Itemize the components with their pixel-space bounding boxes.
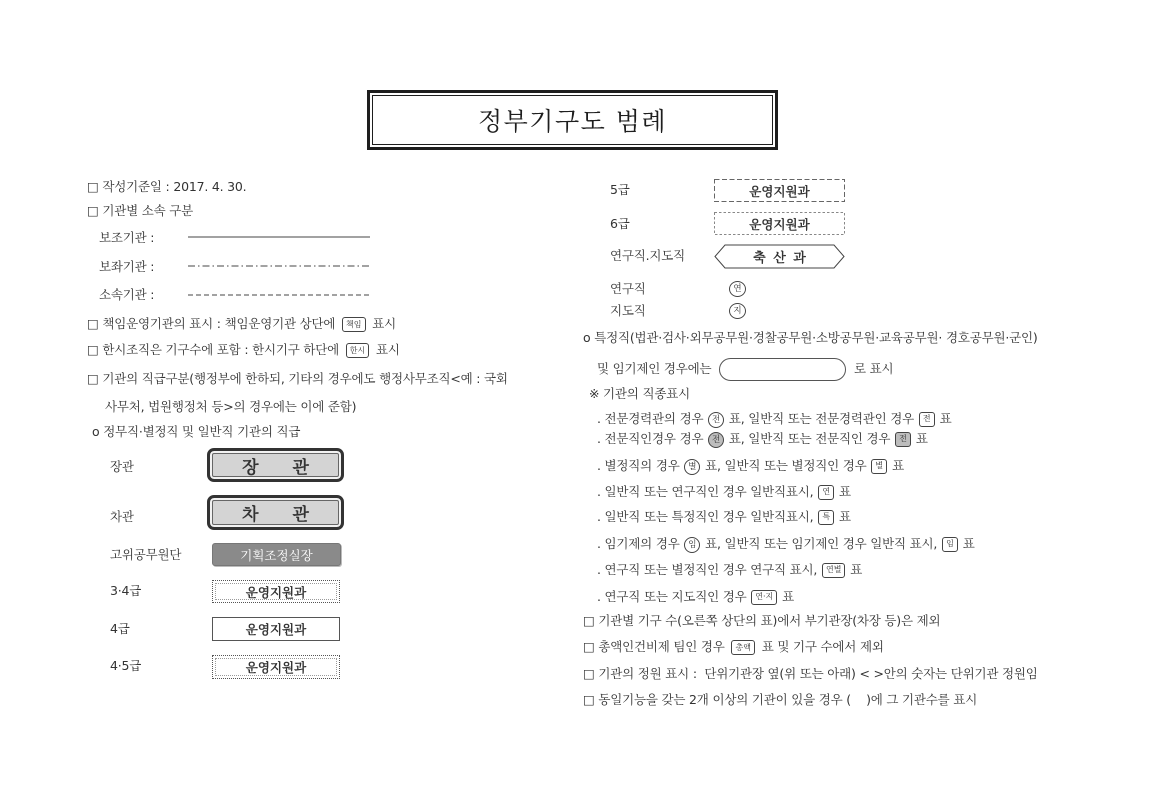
- title-box: [367, 90, 778, 150]
- responsible-note-text: □ 책임운영기관의 표시 : 책임운영기관 상단에: [87, 316, 336, 331]
- job-type-row: [597, 483, 851, 501]
- special-service-note: [597, 358, 893, 381]
- job-type-end-text: 표: [838, 484, 851, 499]
- job-type-row: [597, 457, 904, 475]
- circle-mark: 전: [708, 412, 724, 428]
- job-type-end-text: 표: [892, 458, 904, 473]
- job-type-mid-text: 표, 일반직 또는 임기제인 경우 일반직 표시,: [705, 536, 938, 551]
- grade-heading-line: 사무처, 법원행정처 등>의 경우에는 이에 준함): [105, 399, 357, 414]
- research-circle-mark: 연: [729, 281, 746, 297]
- square-mark: 특: [818, 510, 834, 525]
- minister-box: [207, 448, 344, 482]
- job-type-text: . 일반직 또는 특정직인 경우 일반직표시,: [597, 509, 814, 524]
- special-note-text: 및 임기제인 경우에는: [597, 361, 712, 376]
- job-type-text: . 연구직 또는 별정직인 경우 연구직 표시,: [597, 562, 818, 577]
- note-end-text: 표 및 기구 수에서 제외: [761, 639, 884, 654]
- temporary-note-end: 표시: [376, 342, 400, 357]
- square-mark: 연·지: [751, 590, 777, 605]
- affiliation-label-staff: 보좌기관 :: [99, 259, 155, 274]
- senior-civil-service-box: [212, 543, 341, 566]
- guidance-circle-mark: 지: [729, 303, 746, 319]
- grade-4-box: [212, 617, 340, 641]
- dash-dot-line-sample: [188, 261, 370, 271]
- job-type-end-text: 표: [838, 509, 851, 524]
- job-type-text: . 별정직의 경우: [597, 458, 680, 473]
- grade-label-3-4: 3·4급: [110, 583, 142, 598]
- grade-label-research: 연구직: [610, 281, 646, 296]
- grade-3-4-box: [212, 580, 340, 603]
- note-text: □ 총액인건비제 팀인 경우: [583, 639, 725, 654]
- job-type-mid-text: 표, 일반직 또는 전문직인 경우: [728, 431, 891, 446]
- grade-label-6: 6급: [610, 216, 630, 231]
- vice-minister-box: [207, 495, 344, 530]
- job-type-row: [597, 535, 975, 553]
- responsible-note-end: 표시: [372, 316, 397, 331]
- responsible-badge: 책임: [342, 317, 365, 332]
- creation-date: □ 작성기준일 : 2017. 4. 30.: [87, 179, 247, 194]
- job-type-text: . 일반직 또는 연구직인 경우 일반직표시,: [597, 484, 814, 499]
- job-type-end-text: 표: [962, 536, 975, 551]
- grade-label-minister: 장관: [110, 459, 134, 474]
- job-type-row: [597, 430, 928, 448]
- grade-label-research-guidance: 연구직.지도직: [610, 248, 686, 263]
- job-type-row: [597, 588, 794, 606]
- job-type-text: . 연구직 또는 지도직인 경우: [597, 589, 747, 604]
- job-type-end-text: 표: [939, 411, 952, 426]
- job-type-row: [597, 561, 862, 579]
- job-type-row: [597, 410, 951, 428]
- grade-label-senior-civil-service: 고위공무원단: [110, 547, 182, 562]
- square-mark: 연: [818, 485, 834, 500]
- vice-minister-box-text: 차 관: [242, 505, 309, 525]
- job-type-end-text: 표: [850, 562, 863, 577]
- square-mark: 임: [942, 537, 958, 552]
- affiliation-label-auxiliary: 보조기관 :: [99, 230, 155, 245]
- job-type-end-text: 표: [782, 589, 794, 604]
- affiliation-heading: □ 기관별 소속 구분: [87, 203, 194, 218]
- temporary-org-note: [87, 341, 400, 359]
- total-cost-badge: 총액: [731, 640, 754, 655]
- senior-box-text: 기획조정실장: [240, 547, 313, 563]
- grade-4-5-box: [212, 655, 340, 679]
- page-title: 정부기구도 범례: [478, 107, 667, 136]
- square-mark: 전: [919, 412, 935, 427]
- dashed-line-sample: [188, 290, 370, 300]
- grade-subheading: o 정무직·별정직 및 일반직 기관의 직급: [92, 424, 301, 439]
- grade-6-box-text: 운영지원과: [749, 216, 810, 232]
- grade-label-vice-minister: 차관: [110, 509, 134, 524]
- grade-3-4-box-text: 운영지원과: [245, 584, 307, 600]
- shaded-square-mark: 전: [895, 432, 911, 447]
- grade-6-box: [714, 212, 845, 235]
- solid-line-sample: [188, 232, 370, 242]
- hex-box-text: 축 산 과: [753, 251, 806, 266]
- job-type-text: . 전문경력관의 경우: [597, 411, 704, 426]
- job-type-row: [597, 508, 851, 526]
- circle-mark: 임: [684, 537, 700, 553]
- square-mark: 연별: [822, 563, 845, 578]
- note-total-labor-cost-team: [583, 638, 884, 656]
- grade-5-box-text: 운영지원과: [749, 183, 810, 199]
- temporary-badge: 한시: [346, 343, 369, 358]
- grade-4-5-box-text: 운영지원과: [245, 660, 307, 675]
- job-type-mid-text: 표, 일반직 또는 전문경력관인 경우: [728, 411, 915, 426]
- grade-label-4-5: 4·5급: [110, 658, 142, 673]
- special-post-pill: [719, 358, 846, 381]
- affiliation-label-affiliated: 소속기관 :: [99, 287, 155, 302]
- square-mark: 별: [871, 459, 887, 474]
- job-type-text: . 전문직인경우 경우: [597, 431, 704, 446]
- note-deputy-exclusion: □ 기관별 기구 수(오른쪽 상단의 표)에서 부기관장(차장 등)은 제외: [583, 613, 941, 628]
- job-type-heading: ※ 기관의 직종표시: [589, 386, 690, 401]
- research-guidance-hex-box: [714, 244, 845, 269]
- grade-4-box-text: 운영지원과: [245, 622, 307, 637]
- grade-label-5: 5급: [610, 182, 630, 197]
- special-service-line: o 특정직(법관·검사·외무공무원·경찰공무원·소방공무원·교육공무원· 경호공무원·군인): [583, 330, 1038, 345]
- circle-mark: 별: [684, 459, 700, 475]
- temporary-note-text: □ 한시조직은 기구수에 포함 : 한시기구 하단에: [87, 342, 340, 357]
- note-quota-display: □ 기관의 정원 표시 : 단위기관장 옆(위 또는 아래) < >안의 숫자는 단위기관 정원임: [583, 666, 1038, 681]
- title-frame: [372, 95, 773, 145]
- note-same-function-count: □ 동일기능을 갖는 2개 이상의 기관이 있을 경우 ( )에 그 기관수를 표시: [583, 692, 978, 707]
- grade-label-guidance: 지도직: [610, 303, 646, 318]
- grade-heading-line: □ 기관의 직급구분(행정부에 한하되, 기타의 경우에도 행정사무조직<예 : 국회: [87, 371, 508, 386]
- responsible-agency-note: [87, 315, 396, 333]
- grade-5-box: [714, 179, 845, 202]
- job-type-end-text: 표: [915, 431, 928, 446]
- grade-label-4: 4급: [110, 621, 130, 636]
- shaded-circle-mark: 전: [708, 432, 724, 448]
- job-type-text: . 임기제의 경우: [597, 536, 680, 551]
- minister-box-text: 장 관: [242, 457, 309, 478]
- job-type-mid-text: 표, 일반직 또는 별정직인 경우: [705, 458, 867, 473]
- special-note-end: 로 표시: [854, 361, 894, 376]
